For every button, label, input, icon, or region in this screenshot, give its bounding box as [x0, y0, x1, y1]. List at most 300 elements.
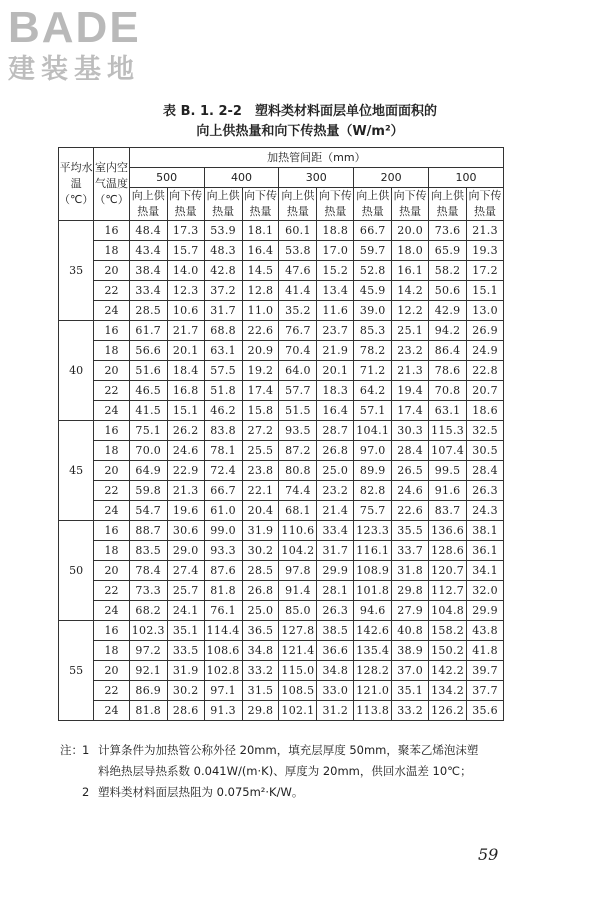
table-row — [59, 581, 504, 601]
room-temp-cell: 22 — [94, 281, 129, 301]
room-temp-cell: 18 — [94, 341, 129, 361]
downward-heat-cell: 24.3 — [467, 501, 504, 521]
upward-heat-cell: 41.4 — [279, 281, 317, 301]
downward-heat-cell: 14.0 — [167, 261, 204, 281]
downward-heat-cell: 30.5 — [467, 441, 504, 461]
upward-heat-cell: 86.4 — [429, 341, 467, 361]
downward-heat-cell: 24.1 — [167, 601, 204, 621]
downward-heat-cell: 34.8 — [317, 661, 354, 681]
upward-heat-cell: 82.8 — [354, 481, 392, 501]
table-row — [59, 641, 504, 661]
upward-heat-cell: 121.4 — [279, 641, 317, 661]
downward-heat-cell: 31.9 — [167, 661, 204, 681]
downward-heat-cell: 15.7 — [167, 241, 204, 261]
upward-heat-cell: 68.8 — [204, 321, 242, 341]
header-pipe-spacing: 加热管间距（mm） — [129, 148, 503, 168]
upward-heat-cell: 59.7 — [354, 241, 392, 261]
notes-label: 注： — [60, 743, 83, 757]
room-temp-cell: 18 — [94, 441, 129, 461]
upward-heat-cell: 51.8 — [204, 381, 242, 401]
table-row — [59, 321, 504, 341]
downward-heat-cell: 23.2 — [392, 341, 429, 361]
downward-heat-cell: 29.8 — [242, 701, 279, 721]
downward-heat-cell: 18.0 — [392, 241, 429, 261]
upward-heat-cell: 50.6 — [429, 281, 467, 301]
downward-heat-cell: 12.8 — [242, 281, 279, 301]
downward-heat-cell: 17.2 — [467, 261, 504, 281]
table-row — [59, 681, 504, 701]
downward-heat-cell: 41.8 — [467, 641, 504, 661]
upward-heat-cell: 53.9 — [204, 221, 242, 241]
upward-heat-cell: 59.8 — [129, 481, 167, 501]
header-downward-heat: 向下传热量 — [317, 188, 354, 221]
downward-heat-cell: 40.8 — [392, 621, 429, 641]
upward-heat-cell: 61.7 — [129, 321, 167, 341]
room-temp-cell: 16 — [94, 321, 129, 341]
upward-heat-cell: 150.2 — [429, 641, 467, 661]
downward-heat-cell: 20.1 — [167, 341, 204, 361]
upward-heat-cell: 107.4 — [429, 441, 467, 461]
downward-heat-cell: 30.3 — [392, 421, 429, 441]
room-temp-cell: 22 — [94, 581, 129, 601]
downward-heat-cell: 25.1 — [392, 321, 429, 341]
downward-heat-cell: 18.4 — [167, 361, 204, 381]
downward-heat-cell: 32.5 — [467, 421, 504, 441]
room-temp-cell: 16 — [94, 421, 129, 441]
upward-heat-cell: 57.1 — [354, 401, 392, 421]
upward-heat-cell: 128.6 — [429, 541, 467, 561]
downward-heat-cell: 33.2 — [242, 661, 279, 681]
upward-heat-cell: 71.2 — [354, 361, 392, 381]
room-temp-cell: 24 — [94, 501, 129, 521]
table-row — [59, 661, 504, 681]
upward-heat-cell: 70.8 — [429, 381, 467, 401]
header-downward-heat: 向下传热量 — [242, 188, 279, 221]
upward-heat-cell: 92.1 — [129, 661, 167, 681]
logo-brand-text: BADE — [8, 3, 141, 52]
table-title-line2: 向上供热量和向下传热量（W/m²） — [196, 124, 404, 139]
upward-heat-cell: 91.6 — [429, 481, 467, 501]
table-row — [59, 401, 504, 421]
downward-heat-cell: 16.1 — [392, 261, 429, 281]
upward-heat-cell: 75.7 — [354, 501, 392, 521]
upward-heat-cell: 110.6 — [279, 521, 317, 541]
upward-heat-cell: 41.5 — [129, 401, 167, 421]
downward-heat-cell: 18.8 — [317, 221, 354, 241]
upward-heat-cell: 43.4 — [129, 241, 167, 261]
spacing-header: 500 — [129, 168, 204, 188]
upward-heat-cell: 33.4 — [129, 281, 167, 301]
room-temp-cell: 16 — [94, 621, 129, 641]
upward-heat-cell: 135.4 — [354, 641, 392, 661]
upward-heat-cell: 80.8 — [279, 461, 317, 481]
header-downward-heat: 向下传热量 — [167, 188, 204, 221]
downward-heat-cell: 28.5 — [242, 561, 279, 581]
upward-heat-cell: 97.8 — [279, 561, 317, 581]
upward-heat-cell: 63.1 — [204, 341, 242, 361]
downward-heat-cell: 26.3 — [467, 481, 504, 501]
upward-heat-cell: 73.3 — [129, 581, 167, 601]
upward-heat-cell: 46.2 — [204, 401, 242, 421]
room-temp-cell: 20 — [94, 461, 129, 481]
room-temp-cell: 18 — [94, 641, 129, 661]
upward-heat-cell: 97.2 — [129, 641, 167, 661]
upward-heat-cell: 115.3 — [429, 421, 467, 441]
upward-heat-cell: 72.4 — [204, 461, 242, 481]
upward-heat-cell: 51.5 — [279, 401, 317, 421]
header-downward-heat: 向下传热量 — [467, 188, 504, 221]
downward-heat-cell: 22.6 — [242, 321, 279, 341]
downward-heat-cell: 28.6 — [167, 701, 204, 721]
table-row — [59, 601, 504, 621]
downward-heat-cell: 29.9 — [317, 561, 354, 581]
upward-heat-cell: 81.8 — [204, 581, 242, 601]
upward-heat-cell: 94.2 — [429, 321, 467, 341]
note-item — [60, 740, 560, 761]
downward-heat-cell: 29.8 — [392, 581, 429, 601]
water-temp-cell: 40 — [59, 321, 94, 421]
downward-heat-cell: 33.5 — [167, 641, 204, 661]
room-temp-cell: 16 — [94, 221, 129, 241]
upward-heat-cell: 78.4 — [129, 561, 167, 581]
spacing-header: 100 — [429, 168, 504, 188]
upward-heat-cell: 97.1 — [204, 681, 242, 701]
downward-heat-cell: 26.8 — [242, 581, 279, 601]
downward-heat-cell: 36.5 — [242, 621, 279, 641]
table-row — [59, 361, 504, 381]
upward-heat-cell: 42.9 — [429, 301, 467, 321]
downward-heat-cell: 39.7 — [467, 661, 504, 681]
downward-heat-cell: 11.6 — [317, 301, 354, 321]
upward-heat-cell: 94.6 — [354, 601, 392, 621]
upward-heat-cell: 66.7 — [354, 221, 392, 241]
room-temp-cell: 20 — [94, 661, 129, 681]
downward-heat-cell: 37.0 — [392, 661, 429, 681]
downward-heat-cell: 15.1 — [167, 401, 204, 421]
water-temp-cell: 55 — [59, 621, 94, 721]
downward-heat-cell: 21.7 — [167, 321, 204, 341]
downward-heat-cell: 33.7 — [392, 541, 429, 561]
downward-heat-cell: 17.0 — [317, 241, 354, 261]
upward-heat-cell: 68.1 — [279, 501, 317, 521]
downward-heat-cell: 33.2 — [392, 701, 429, 721]
downward-heat-cell: 26.3 — [317, 601, 354, 621]
downward-heat-cell: 34.1 — [467, 561, 504, 581]
upward-heat-cell: 112.7 — [429, 581, 467, 601]
upward-heat-cell: 116.1 — [354, 541, 392, 561]
upward-heat-cell: 136.6 — [429, 521, 467, 541]
upward-heat-cell: 115.0 — [279, 661, 317, 681]
downward-heat-cell: 22.8 — [467, 361, 504, 381]
water-temp-cell: 35 — [59, 221, 94, 321]
note-continuation — [60, 761, 560, 782]
downward-heat-cell: 22.1 — [242, 481, 279, 501]
upward-heat-cell: 104.1 — [354, 421, 392, 441]
note-index: 1 — [82, 743, 90, 757]
upward-heat-cell: 102.1 — [279, 701, 317, 721]
upward-heat-cell: 48.4 — [129, 221, 167, 241]
downward-heat-cell: 14.2 — [392, 281, 429, 301]
downward-heat-cell: 35.6 — [467, 701, 504, 721]
upward-heat-cell: 60.1 — [279, 221, 317, 241]
upward-heat-cell: 83.7 — [429, 501, 467, 521]
downward-heat-cell: 14.5 — [242, 261, 279, 281]
table-row — [59, 461, 504, 481]
upward-heat-cell: 86.9 — [129, 681, 167, 701]
downward-heat-cell: 21.3 — [467, 221, 504, 241]
downward-heat-cell: 38.1 — [467, 521, 504, 541]
downward-heat-cell: 19.4 — [392, 381, 429, 401]
downward-heat-cell: 35.5 — [392, 521, 429, 541]
table-row — [59, 241, 504, 261]
downward-heat-cell: 36.1 — [467, 541, 504, 561]
room-temp-cell: 18 — [94, 241, 129, 261]
table-title — [0, 102, 600, 142]
downward-heat-cell: 37.7 — [467, 681, 504, 701]
upward-heat-cell: 108.6 — [204, 641, 242, 661]
upward-heat-cell: 93.3 — [204, 541, 242, 561]
downward-heat-cell: 20.9 — [242, 341, 279, 361]
upward-heat-cell: 57.7 — [279, 381, 317, 401]
upward-heat-cell: 54.7 — [129, 501, 167, 521]
table-title-line1: 表 B. 1. 2-2 塑料类材料面层单位地面面积的 — [163, 104, 437, 119]
downward-heat-cell: 15.8 — [242, 401, 279, 421]
upward-heat-cell: 126.2 — [429, 701, 467, 721]
downward-heat-cell: 28.4 — [392, 441, 429, 461]
header-downward-heat: 向下传热量 — [392, 188, 429, 221]
downward-heat-cell: 25.7 — [167, 581, 204, 601]
note-text: 塑料类材料面层热阻为 0.075m²·K/W。 — [98, 785, 304, 799]
table-row — [59, 301, 504, 321]
downward-heat-cell: 17.3 — [167, 221, 204, 241]
table-row — [59, 441, 504, 461]
page-number: 59 — [478, 845, 499, 864]
upward-heat-cell: 70.4 — [279, 341, 317, 361]
room-temp-cell: 24 — [94, 401, 129, 421]
upward-heat-cell: 85.0 — [279, 601, 317, 621]
upward-heat-cell: 76.1 — [204, 601, 242, 621]
upward-heat-cell: 88.7 — [129, 521, 167, 541]
downward-heat-cell: 22.9 — [167, 461, 204, 481]
room-temp-cell: 22 — [94, 381, 129, 401]
header-room-air-temp: 室内空气温度（℃） — [94, 148, 129, 221]
downward-heat-cell: 17.4 — [242, 381, 279, 401]
downward-heat-cell: 21.3 — [392, 361, 429, 381]
table-row — [59, 341, 504, 361]
downward-heat-cell: 33.0 — [317, 681, 354, 701]
table-row — [59, 261, 504, 281]
table-row — [59, 381, 504, 401]
table-row — [59, 221, 504, 241]
upward-heat-cell: 97.0 — [354, 441, 392, 461]
downward-heat-cell: 20.4 — [242, 501, 279, 521]
upward-heat-cell: 127.8 — [279, 621, 317, 641]
upward-heat-cell: 47.6 — [279, 261, 317, 281]
downward-heat-cell: 33.4 — [317, 521, 354, 541]
upward-heat-cell: 78.1 — [204, 441, 242, 461]
room-temp-cell: 16 — [94, 521, 129, 541]
table-row — [59, 421, 504, 441]
downward-heat-cell: 25.0 — [317, 461, 354, 481]
header-upward-heat: 向上供热量 — [429, 188, 467, 221]
upward-heat-cell: 128.2 — [354, 661, 392, 681]
downward-heat-cell: 38.9 — [392, 641, 429, 661]
upward-heat-cell: 64.2 — [354, 381, 392, 401]
downward-heat-cell: 20.7 — [467, 381, 504, 401]
water-temp-cell: 45 — [59, 421, 94, 521]
upward-heat-cell: 121.0 — [354, 681, 392, 701]
upward-heat-cell: 142.2 — [429, 661, 467, 681]
upward-heat-cell: 57.5 — [204, 361, 242, 381]
upward-heat-cell: 83.5 — [129, 541, 167, 561]
upward-heat-cell: 120.7 — [429, 561, 467, 581]
downward-heat-cell: 15.1 — [467, 281, 504, 301]
upward-heat-cell: 104.8 — [429, 601, 467, 621]
downward-heat-cell: 23.7 — [317, 321, 354, 341]
downward-heat-cell: 27.9 — [392, 601, 429, 621]
downward-heat-cell: 13.4 — [317, 281, 354, 301]
upward-heat-cell: 81.8 — [129, 701, 167, 721]
upward-heat-cell: 142.6 — [354, 621, 392, 641]
downward-heat-cell: 23.8 — [242, 461, 279, 481]
downward-heat-cell: 12.2 — [392, 301, 429, 321]
upward-heat-cell: 56.6 — [129, 341, 167, 361]
header-avg-water-temp: 平均水温（℃） — [59, 148, 94, 221]
downward-heat-cell: 20.1 — [317, 361, 354, 381]
upward-heat-cell: 134.2 — [429, 681, 467, 701]
upward-heat-cell: 51.6 — [129, 361, 167, 381]
downward-heat-cell: 31.8 — [392, 561, 429, 581]
downward-heat-cell: 31.2 — [317, 701, 354, 721]
upward-heat-cell: 89.9 — [354, 461, 392, 481]
room-temp-cell: 24 — [94, 701, 129, 721]
upward-heat-cell: 73.6 — [429, 221, 467, 241]
downward-heat-cell: 26.9 — [467, 321, 504, 341]
upward-heat-cell: 66.7 — [204, 481, 242, 501]
downward-heat-cell: 10.6 — [167, 301, 204, 321]
downward-heat-cell: 13.0 — [467, 301, 504, 321]
upward-heat-cell: 65.9 — [429, 241, 467, 261]
upward-heat-cell: 39.0 — [354, 301, 392, 321]
upward-heat-cell: 158.2 — [429, 621, 467, 641]
upward-heat-cell: 37.2 — [204, 281, 242, 301]
upward-heat-cell: 64.9 — [129, 461, 167, 481]
downward-heat-cell: 17.4 — [392, 401, 429, 421]
downward-heat-cell: 31.7 — [317, 541, 354, 561]
upward-heat-cell: 104.2 — [279, 541, 317, 561]
upward-heat-cell: 85.3 — [354, 321, 392, 341]
downward-heat-cell: 15.2 — [317, 261, 354, 281]
upward-heat-cell: 48.3 — [204, 241, 242, 261]
downward-heat-cell: 30.6 — [167, 521, 204, 541]
logo-subtitle: 建装基地 — [8, 54, 140, 85]
downward-heat-cell: 29.9 — [467, 601, 504, 621]
upward-heat-cell: 45.9 — [354, 281, 392, 301]
upward-heat-cell: 108.5 — [279, 681, 317, 701]
room-temp-cell: 20 — [94, 261, 129, 281]
table-row — [59, 701, 504, 721]
downward-heat-cell: 26.2 — [167, 421, 204, 441]
upward-heat-cell: 68.2 — [129, 601, 167, 621]
upward-heat-cell: 31.7 — [204, 301, 242, 321]
table-row — [59, 621, 504, 641]
spacing-header: 300 — [279, 168, 354, 188]
downward-heat-cell: 21.4 — [317, 501, 354, 521]
downward-heat-cell: 23.2 — [317, 481, 354, 501]
downward-heat-cell: 26.5 — [392, 461, 429, 481]
spacing-header: 200 — [354, 168, 429, 188]
downward-heat-cell: 18.3 — [317, 381, 354, 401]
room-temp-cell: 20 — [94, 561, 129, 581]
upward-heat-cell: 93.5 — [279, 421, 317, 441]
upward-heat-cell: 114.4 — [204, 621, 242, 641]
water-temp-cell: 50 — [59, 521, 94, 621]
room-temp-cell: 24 — [94, 601, 129, 621]
upward-heat-cell: 61.0 — [204, 501, 242, 521]
downward-heat-cell: 19.3 — [467, 241, 504, 261]
header-upward-heat: 向上供热量 — [129, 188, 167, 221]
downward-heat-cell: 12.3 — [167, 281, 204, 301]
note-index: 2 — [82, 785, 90, 799]
downward-heat-cell: 26.8 — [317, 441, 354, 461]
upward-heat-cell: 76.7 — [279, 321, 317, 341]
upward-heat-cell: 101.8 — [354, 581, 392, 601]
downward-heat-cell: 20.0 — [392, 221, 429, 241]
downward-heat-cell: 35.1 — [392, 681, 429, 701]
upward-heat-cell: 75.1 — [129, 421, 167, 441]
downward-heat-cell: 22.6 — [392, 501, 429, 521]
downward-heat-cell: 29.0 — [167, 541, 204, 561]
upward-heat-cell: 87.2 — [279, 441, 317, 461]
downward-heat-cell: 34.8 — [242, 641, 279, 661]
downward-heat-cell: 30.2 — [242, 541, 279, 561]
note-item — [60, 782, 560, 803]
upward-heat-cell: 102.3 — [129, 621, 167, 641]
downward-heat-cell: 11.0 — [242, 301, 279, 321]
downward-heat-cell: 31.5 — [242, 681, 279, 701]
upward-heat-cell: 123.3 — [354, 521, 392, 541]
downward-heat-cell: 31.9 — [242, 521, 279, 541]
downward-heat-cell: 38.5 — [317, 621, 354, 641]
upward-heat-cell: 102.8 — [204, 661, 242, 681]
upward-heat-cell: 42.8 — [204, 261, 242, 281]
downward-heat-cell: 24.6 — [392, 481, 429, 501]
downward-heat-cell: 28.4 — [467, 461, 504, 481]
upward-heat-cell: 58.2 — [429, 261, 467, 281]
note-text: 料绝热层导热系数 0.041W/(m·K)、厚度为 20mm，供回水温差 10℃； — [98, 764, 472, 778]
upward-heat-cell: 113.8 — [354, 701, 392, 721]
downward-heat-cell: 27.2 — [242, 421, 279, 441]
downward-heat-cell: 24.9 — [467, 341, 504, 361]
upward-heat-cell: 70.0 — [129, 441, 167, 461]
upward-heat-cell: 91.3 — [204, 701, 242, 721]
downward-heat-cell: 16.8 — [167, 381, 204, 401]
note-text: 计算条件为加热管公称外径 20mm，填充层厚度 50mm，聚苯乙烯泡沫塑 — [98, 743, 479, 757]
upward-heat-cell: 78.2 — [354, 341, 392, 361]
upward-heat-cell: 28.5 — [129, 301, 167, 321]
downward-heat-cell: 19.2 — [242, 361, 279, 381]
table-row — [59, 541, 504, 561]
room-temp-cell: 22 — [94, 481, 129, 501]
downward-heat-cell: 21.3 — [167, 481, 204, 501]
table-body — [59, 221, 504, 721]
table-row — [59, 281, 504, 301]
room-temp-cell: 18 — [94, 541, 129, 561]
downward-heat-cell: 32.0 — [467, 581, 504, 601]
upward-heat-cell: 87.6 — [204, 561, 242, 581]
header-upward-heat: 向上供热量 — [354, 188, 392, 221]
notes — [60, 740, 560, 803]
